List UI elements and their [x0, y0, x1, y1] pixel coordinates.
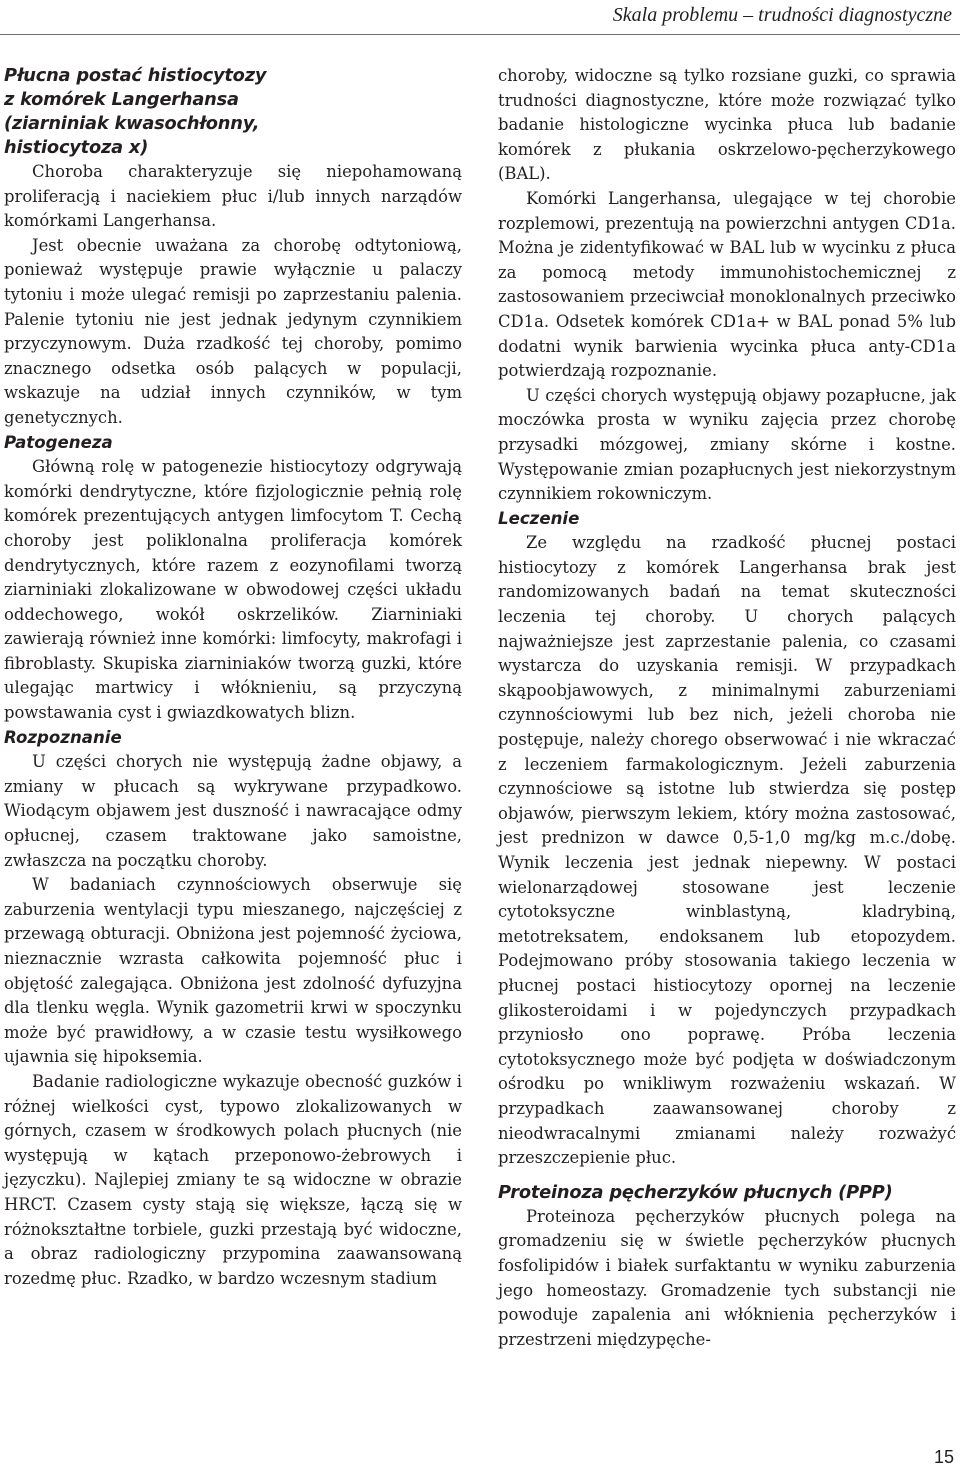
patogeneza-paragraph: Główną rolę w patogenezie histiocytozy odgrywają komórki dendrytyczne, które fizjologicznie pełnią rolę komórek prezentujących antygen limfocytom T. Cechą choroby jest poliklonalna proliferacja komórek dendrytycznych, które razem z eozynofilami tworzą ziarniniaki zlokalizowane w obwodowej części układu oddechowego, wokół oskrzelików. Ziarniniaki zawierają również inne komórki: limfocyty, makrofagi i fibroblasty. Skupiska ziarniniaków tworzą guzki, które ulegając martwicy i włóknieniu, są przyczyną powstawania cyst i gwiazdkowatych blizn. [4, 457, 462, 723]
rozpoznanie-paragraph-1: U części chorych nie występują żadne objawy, a zmiany w płucach są wykrywane przypadkowo. Wiodącym objawem jest duszność i nawracające odmy opłucnej, czasem traktowane jako samoistne, zwłaszcza na początku choroby. [4, 752, 462, 870]
subheading-rozpoznanie: Rozpoznanie [4, 727, 122, 747]
rozpoznanie-paragraph-2: W badaniach czynnościowych obserwuje się zaburzenia wentylacji typu mieszanego, najczęściej z przewagą obturacji. Obniżona jest pojemność życiowa, nieznacznie wzrasta całkowita pojemność płuc i objętość zalegająca. Obniżona jest zdolność dyfuzyjna dla tlenku węgla. Wynik gazometrii krwi w spoczynku może być prawidłowy, a w czasie testu wysiłkowego ujawnia się hipoksemia. [4, 875, 462, 1067]
ppp-paragraph: Proteinoza pęcherzyków płucnych polega na gromadzeniu się w świetle pęcherzyków płucnych fosfolipidów i białek surfaktantu w wyniku zaburzenia jego homeostazy. Gromadzenie tych substancji nie powoduje zapalenia ani włóknienia pęcherzyków i przestrzeni międzypęche- [498, 1206, 956, 1349]
right-column [498, 64, 956, 1352]
title-line-2: z komórek Langerhansa [4, 89, 239, 110]
continuation-paragraph: choroby, widoczne są tylko rozsiane guzki, co sprawia trudności diagnostyczne, które może rozwiązać tylko badanie histologiczne wycinka płuca lub badanie komórek z płukania oskrzelowo-pęcherzykowego (BAL). [498, 66, 956, 184]
left-column [4, 64, 462, 1291]
rozpoznanie-paragraph-3: Badanie radiologiczne wykazuje obecność guzków i różnej wielkości cyst, typowo zlokalizowanych w górnych, czasem w środkowych polach płucnych (nie występują w kątach przeponowo-żebrowych i języczku). Najlepiej zmiany te są widoczne w obrazie HRCT. Czasem cysty stają się większe, łączą się w różnokształtne torbiele, guzki przestają być widoczne, a obraz radiologiczny przypomina zaawansowaną rozedmę płuc. Rzadko, w bardzo wczesnym stadium [4, 1071, 462, 1288]
extrapulmonary-paragraph: U części chorych występują objawy pozapłucne, jak moczówka prosta w wyniku zajęcia przez chorobę przysadki mózgowej, zmiany skórne i kostne. Występowanie zmian pozapłucnych jest niekorzystnym czynnikiem rokowniczym. [498, 385, 956, 504]
header-divider [0, 34, 960, 35]
intro-paragraph-2: Jest obecnie uważana za chorobę odtytoniową, ponieważ występuje prawie wyłącznie u palaczy tytoniu i może ulegać remisji po zaprzestaniu palenia. Palenie tytoniu nie jest jednak jedynym czynnikiem przyczynowym. Duża rzadkość tej choroby, pomimo znacznego odsetka osób palących w populacji, wskazuje na udział innych czynników, w tym genetycznych. [4, 235, 462, 427]
title-line-4: histiocytoza x) [4, 137, 149, 158]
running-header: Skala problemu – trudności diagnostyczne [612, 4, 952, 26]
langerhans-cells-paragraph: Komórki Langerhansa, ulegające w tej chorobie rozplemowi, prezentują na powierzchni antygen CD1a. Można je zidentyfikować w BAL lub w wycinku z płuca za pomocą metody immunohistochemicznej z zastosowaniem przeciwciał monoklonalnych przeciwko CD1a. Odsetek komórek CD1a+ w BAL ponad 5% lub dodatni wynik barwienia wycinka płuca anty-CD1a potwierdzają rozpoznanie. [498, 188, 956, 381]
title-line-1: Płucna postać histiocytozy [4, 65, 267, 86]
section-title-ppp: Proteinoza pęcherzyków płucnych (PPP) [498, 1181, 893, 1203]
title-line-3: (ziarniniak kwasochłonny, [4, 113, 260, 134]
page-number: 15 [933, 1447, 954, 1467]
section-title-histiocytosis [4, 64, 462, 160]
subheading-patogeneza: Patogeneza [4, 432, 113, 452]
subheading-leczenie: Leczenie [498, 508, 580, 528]
leczenie-paragraph: Ze względu na rzadkość płucnej postaci histiocytozy z komórek Langerhansa brak jest randomizowanych badań na temat skuteczności leczenia tej choroby. U chorych palących najważniejsze jest zaprzestanie palenia, co czasami wystarcza do uzyskania remisji. W przypadkach skąpoobjawowych, z minimalnymi zaburzeniami czynnościowymi lub bez nich, jeżeli choroba nie postępuje, należy chorego obserwować i nie wkraczać z leczeniem farmakologicznym. Jeżeli zaburzenia czynnościowe są istotne lub stwierdza się postęp objawów, pierwszym lekiem, który można zastosować, jest prednizon w dawce 0,5-1,0 mg/kg m.c./dobę. Wynik leczenia jest jednak niepewny. W postaci wielonarządowej stosowane jest leczenie cytotoksyczne winblastyną, kladrybiną, metotreksatem, endoksanem lub etopozydem. Podejmowano próby stosowania takiego leczenia w płucnej postaci histiocytozy opornej na leczenie glikosteroidami i w pojedynczych przypadkach przyniosło ono poprawę. Próba leczenia cytotoksycznego może być podjęta w doświadczonym ośrodku po wnikliwym rozważeniu wskazań. W przypadkach zaawansowanej choroby z nieodwracalnymi zmianami należy rozważyć przeszczepienie płuc. [498, 533, 956, 1168]
intro-paragraph-1: Choroba charakteryzuje się niepohamowaną proliferacją i naciekiem płuc i/lub innych narządów komórkami Langerhansa. [4, 162, 462, 231]
